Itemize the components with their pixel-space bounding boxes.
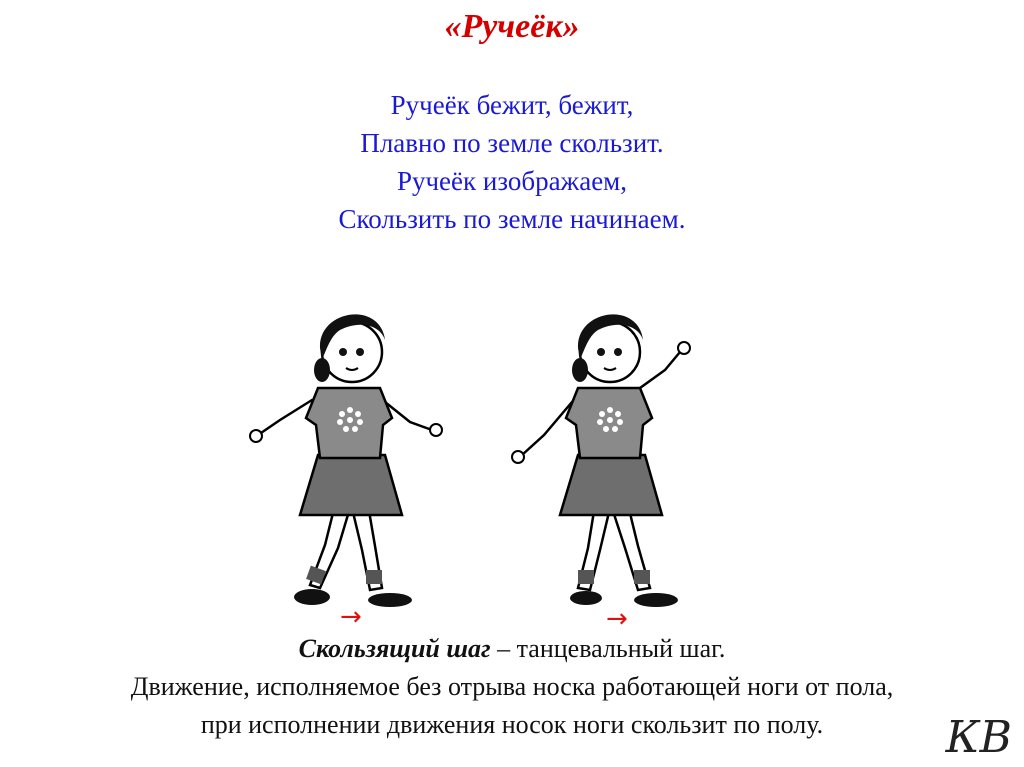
poem-line: Ручеёк изображаем, xyxy=(396,166,628,196)
caption-line-3: при исполнении движения носок ноги скользит по полу. xyxy=(200,710,824,739)
poem xyxy=(0,86,1024,238)
girl-figure-step-1 xyxy=(240,290,460,620)
caption-term: Скользящий шаг xyxy=(298,634,491,663)
girl-figure-step-2 xyxy=(500,290,720,620)
poem-line: Скользить по земле начинаем. xyxy=(338,204,686,234)
caption-line-2: Движение, исполняемое без отрыва носка работающей ноги от пола, xyxy=(130,672,894,701)
poem-line: Ручеёк бежит, бежит, xyxy=(390,90,634,120)
caption xyxy=(0,630,1024,744)
slide-title: «Ручеёк» xyxy=(444,8,580,45)
author-monogram: КВ xyxy=(945,712,1012,763)
slide-direction-arrow-icon: → xyxy=(340,602,362,632)
caption-term-definition: – танцевальный шаг. xyxy=(490,634,726,663)
slide-direction-arrow-icon: → xyxy=(606,604,628,634)
poem-line: Плавно по земле скользит. xyxy=(360,128,664,158)
caption-line-1 xyxy=(0,630,1024,668)
